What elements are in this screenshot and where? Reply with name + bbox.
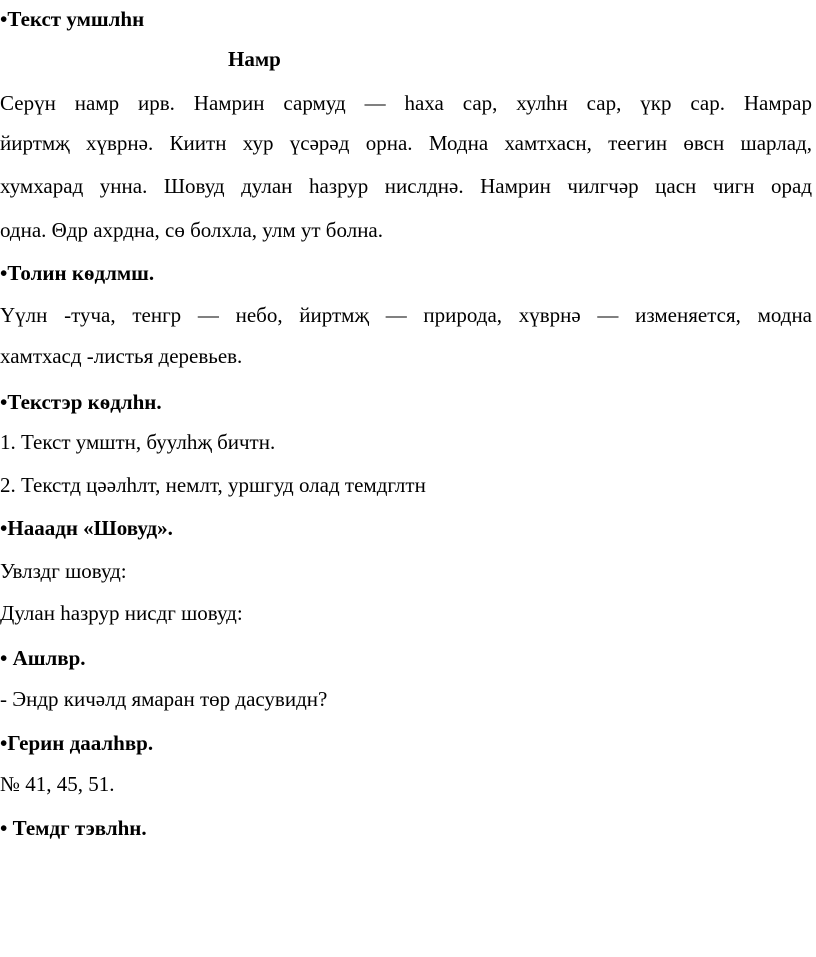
vocab-line-2: хамтхасд -листья деревьев. <box>0 344 243 368</box>
bullet-icon: • <box>0 731 8 755</box>
bullet-icon: • <box>0 7 8 31</box>
heading-text: Темдг тэвлhн. <box>7 816 147 840</box>
story-line-1: Серүн намр ирв. Намрин сармуд — hаха сар, хулhн сар, үкр сар. Намрар <box>0 91 812 115</box>
section-heading-exercise <box>0 515 173 541</box>
task-line-2: 2. Текстд цәәлhлт, немлт, уршгуд олад темдглтн <box>0 473 426 497</box>
bullet-icon: • <box>0 261 8 285</box>
section-heading-grades <box>0 815 147 841</box>
bullet-icon: • <box>0 390 8 414</box>
section-heading-recap <box>0 645 86 671</box>
heading-text: Текстэр кѳдлhн. <box>7 390 162 414</box>
section-heading-text-work <box>0 389 162 415</box>
section-heading-vocab <box>0 260 154 286</box>
homework-numbers: № 41, 45, 51. <box>0 772 115 796</box>
bullet-icon: • <box>0 816 8 840</box>
birds-line-1: Увлздг шовуд: <box>0 559 127 583</box>
story-line-2: йиртмҗ хүврнә. Киитн хур үсәрәд орна. Модна хамтхасн, теегин өвсн шарлад, <box>0 131 812 155</box>
bullet-icon: • <box>0 646 8 670</box>
story-line-3: хумхарад унна. Шовуд дулан hазрур нислднә. Намрин чилгчәр цасн чигн орад <box>0 174 812 198</box>
question-line: - Эндр кичәлд ямаран төр дасувидн? <box>0 687 328 711</box>
bullet-icon: • <box>0 516 8 540</box>
heading-text: Ашлвр. <box>7 646 86 670</box>
story-line-4: одна. Θдр ахрдна, сө болхла, улм ут болна. <box>0 218 384 242</box>
section-heading-reading <box>0 6 144 32</box>
heading-text: Текст умшлhн <box>7 7 145 31</box>
heading-text: Толин кѳдлмш. <box>7 261 155 285</box>
birds-line-2: Дулан hазрур нисдг шовуд: <box>0 601 243 625</box>
vocab-line-1: Үүлн -туча, тенгр — небо, йиртмҗ — природа, хүврнә — изменяется, модна <box>0 303 812 327</box>
section-heading-homework <box>0 730 153 756</box>
heading-text: Герин даалhвр. <box>7 731 154 755</box>
task-line-1: 1. Текст умштн, буулhҗ бичтн. <box>0 430 276 454</box>
story-title: Намр <box>228 47 281 71</box>
heading-text: Нааадн «Шовуд». <box>7 516 173 540</box>
